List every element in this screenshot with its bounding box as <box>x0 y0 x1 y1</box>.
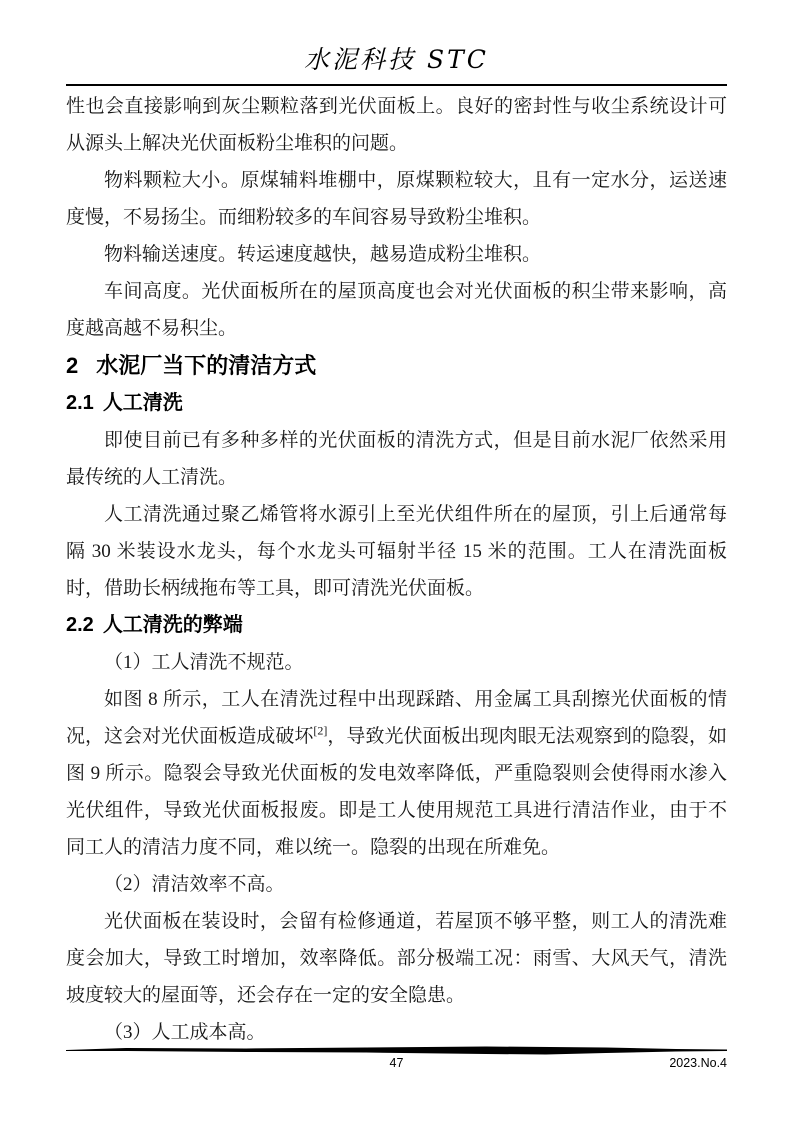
subsection-number: 2.1 <box>66 392 94 414</box>
list-item-2: （2）清洁效率不高。 <box>104 874 285 895</box>
page-footer <box>66 1046 727 1074</box>
footer-bar <box>66 1046 727 1055</box>
paragraph-manual-cleaning-method: 人工清洗通过聚乙烯管将水源引上至光伏组件所在的屋顶，引上后通常每隔 30 米装设水龙头，每个水龙头可辐射半径 15 米的范围。工人在清洗面板时，借助长柄绒拖布等工具，即可清洗光伏面板。 <box>66 504 727 599</box>
subsection-heading-2-2 <box>66 607 727 644</box>
paragraph-sealing-dust: 性也会直接影响到灰尘颗粒落到光伏面板上。良好的密封性与收尘系统设计可从源头上解决光伏面板粉尘堆积的问题。 <box>66 96 727 154</box>
journal-header <box>66 0 727 86</box>
issue-number: 2023.No.4 <box>669 1056 727 1070</box>
section-number: 2 <box>66 353 79 378</box>
list-item-1: （1）工人清洗不规范。 <box>104 652 304 673</box>
paragraph-hidden-cracks <box>66 681 727 866</box>
paragraph-text: ，导致光伏面板出现肉眼无法观察到的隐裂，如图 9 所示。隐裂会导致光伏面板的发电效率降低，严重隐裂则会使得雨水渗入光伏组件，导致光伏面板报废。即是工人使用规范工具进行清洁作业，由于不同工人的清洁力度不同，难以统一。隐裂的出现在所难免。 <box>66 726 727 858</box>
subsection-number: 2.2 <box>66 614 94 636</box>
paragraph-cleaning-efficiency: 光伏面板在装设时，会留有检修通道，若屋顶不够平整，则工人的清洗难度会加大，导致工时增加，效率降低。部分极端工况：雨雪、大风天气，清洗坡度较大的屋面等，还会存在一定的安全隐患。 <box>66 911 727 1006</box>
paragraph-particle-size: 物料颗粒大小。原煤辅料堆棚中，原煤颗粒较大，且有一定水分，运送速度慢，不易扬尘。而细粉较多的车间容易导致粉尘堆积。 <box>66 170 727 228</box>
paragraph-text: 如图 8 所示，工人在清洗过程中出现踩踏、用金属工具刮擦光伏面板的情况，这会对光伏面板造成破坏 <box>66 689 727 747</box>
citation-superscript: [2] <box>313 723 328 738</box>
paragraph-transport-speed: 物料输送速度。转运速度越快，越易造成粉尘堆积。 <box>104 244 542 265</box>
article-body <box>66 86 727 1051</box>
page-number: 47 <box>389 1056 404 1070</box>
paragraph-manual-cleaning-intro: 即使目前已有多种多样的光伏面板的清洗方式，但是目前水泥厂依然采用最传统的人工清洗。 <box>66 430 727 488</box>
subsection-heading-2-1 <box>66 385 727 422</box>
subsection-title: 人工清洗 <box>102 392 183 414</box>
section-title: 水泥厂当下的清洁方式 <box>96 353 317 378</box>
journal-title: 水泥科技 STC <box>304 45 489 74</box>
page-content <box>66 0 727 1051</box>
section-heading-2 <box>66 347 727 385</box>
subsection-title: 人工清洗的弊端 <box>102 614 243 636</box>
footer-row <box>66 1056 727 1074</box>
paragraph-workshop-height: 车间高度。光伏面板所在的屋顶高度也会对光伏面板的积尘带来影响，高度越高越不易积尘。 <box>66 281 727 339</box>
list-item-3: （3）人工成本高。 <box>104 1022 266 1043</box>
